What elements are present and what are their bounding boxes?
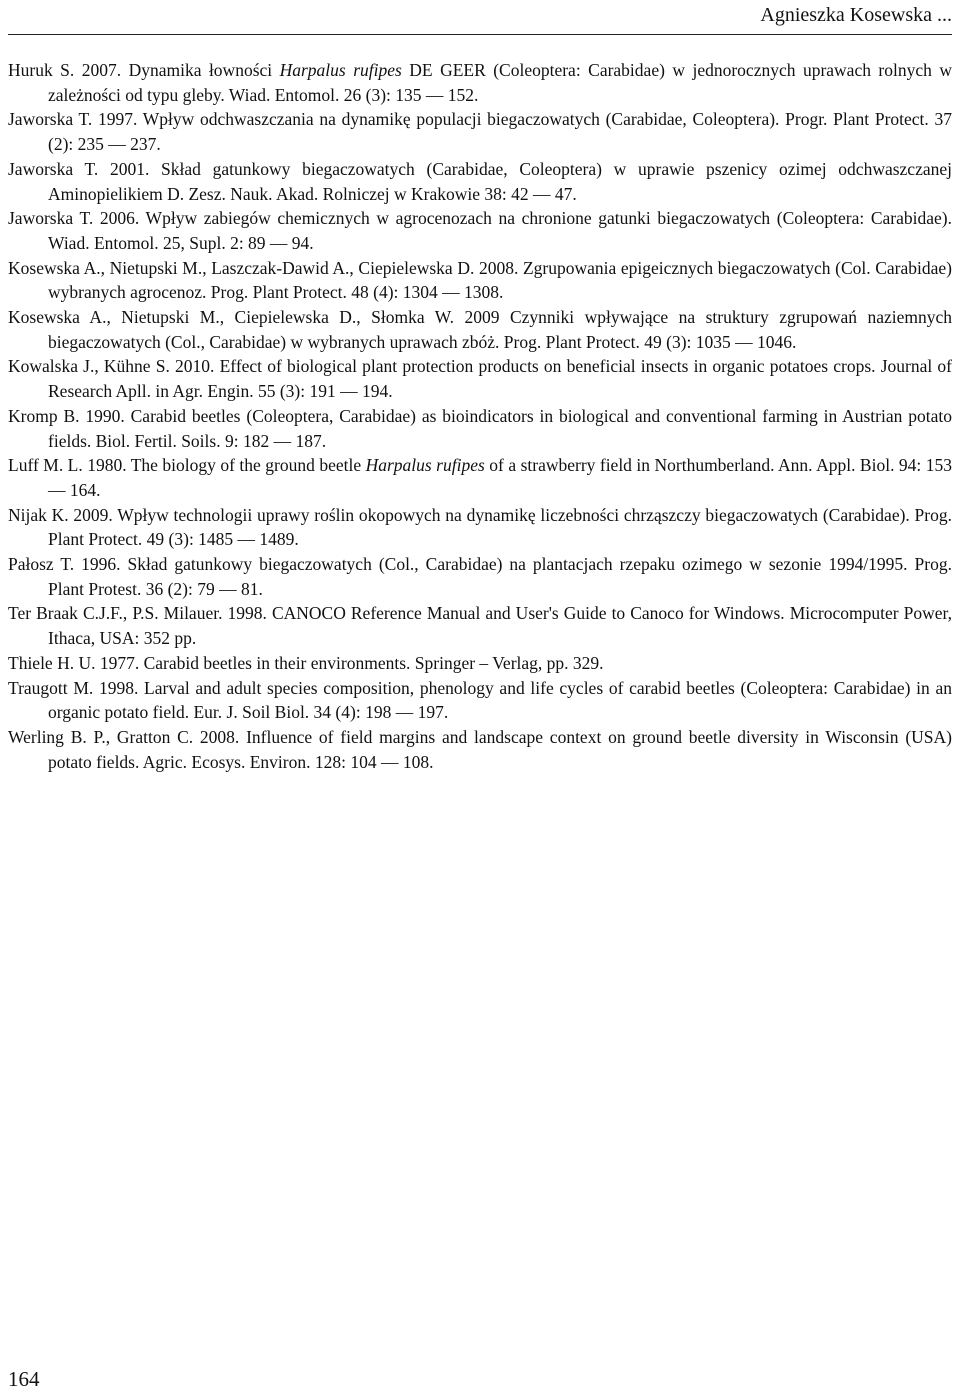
reference-entry [8, 354, 952, 403]
reference-text: Kosewska A., Nietupski M., Laszczak-Dawid A., Ciepielewska D. 2008. Zgrupowania epigeicznych biegaczowatych (Col. Carabidae) wybranych agrocenoz. Prog. Plant Protect. 48 (4): 1304 — 1308. [8, 257, 952, 303]
reference-text: Kromp B. 1990. Carabid beetles (Coleoptera, Carabidae) as bioindicators in biological and conventional farming in Austrian potato fields. Biol. Fertil. Soils. 9: 182 — 187. [8, 405, 952, 451]
reference-species-name: Harpalus rufipes [279, 60, 402, 80]
reference-text: Jaworska T. 1997. Wpływ odchwaszczania na dynamikę populacji biegaczowatych (Carabidae, Coleoptera). Progr. Plant Protect. 37 (2): 235 — 237. [8, 109, 952, 155]
reference-text: Kosewska A., Nietupski M., Ciepielewska D., Słomka W. 2009 Czynniki wpływające na struktury zgrupowań naziemnych biegaczowatych (Col., Carabidae) w wybranych uprawach zbóż. Prog. Plant Protect. 49 (3): 1035 — 1046. [8, 307, 952, 352]
reference-entry [8, 453, 952, 502]
reference-entry [8, 157, 952, 206]
reference-list [8, 58, 952, 774]
reference-entry [8, 552, 952, 601]
page-number: 164 [8, 1367, 40, 1391]
reference-entry [8, 305, 952, 354]
reference-entry [8, 206, 952, 255]
reference-text: Werling B. P., Gratton C. 2008. Influence of field margins and landscape context on ground beetle diversity in Wisconsin (USA) potato fields. Agric. Ecosys. Environ. 128: 104 — 108. [8, 726, 952, 772]
header-rule [8, 34, 952, 35]
reference-entry [8, 404, 952, 453]
reference-text: of a strawberry field in Northumberland. Ann. Appl. Biol. 94: 153 — 164. [48, 455, 952, 500]
reference-text: Thiele H. U. 1977. Carabid beetles in their environments. Springer – Verlag, pp. 329. [8, 652, 604, 673]
reference-text: Luff M. L. 1980. The biology of the ground beetle [8, 455, 366, 476]
reference-text: Kowalska J., Kühne S. 2010. Effect of biological plant protection products on beneficial insects in organic potatoes crops. Journal of Research Apll. in Agr. Engin. 55 (3): 191 — 194. [8, 356, 952, 402]
reference-text: Huruk S. 2007. Dynamika łowności [8, 60, 280, 80]
reference-text: Pałosz T. 1996. Skład gatunkowy biegaczowatych (Col., Carabidae) na plantacjach rzepaku ozimego w sezonie 1994/1995. Prog. Plant Protest. 36 (2): 79 — 81. [8, 554, 952, 599]
reference-entry [8, 503, 952, 552]
reference-entry [8, 725, 952, 774]
reference-entry [8, 256, 952, 305]
reference-text: Jaworska T. 2006. Wpływ zabiegów chemicznych w agrocenozach na chronione gatunki biegaczowatych (Coleoptera: Carabidae). Wiad. Entomol. 25, Supl. 2: 89 — 94. [8, 208, 952, 253]
reference-text: Jaworska T. 2001. Skład gatunkowy biegaczowatych (Carabidae, Coleoptera) w uprawie pszenicy ozimej odchwaszczanej Aminopielikiem D. Zesz. Nauk. Akad. Rolniczej w Krakowie 38: 42 — 47. [8, 158, 952, 204]
running-title: Agnieszka Kosewska ... [760, 4, 952, 26]
reference-text: Traugott M. 1998. Larval and adult species composition, phenology and life cycles of carabid beetles (Coleoptera: Carabidae) in an organic potato field. Eur. J. Soil Biol. 34 (4): 198 — 197. [8, 677, 952, 723]
reference-entry [8, 58, 952, 107]
reference-text: Ter Braak C.J.F., P.S. Milauer. 1998. CANOCO Reference Manual and User's Guide to Canoco for Windows. Microcomputer Power, Ithaca, USA: 352 pp. [8, 603, 952, 649]
reference-entry [8, 601, 952, 650]
reference-text: DE GEER (Coleoptera: Carabidae) w jednorocznych uprawach rolnych w zależności od typu gleby. Wiad. Entomol. 26 (3): 135 — 152. [48, 60, 952, 105]
reference-entry [8, 651, 952, 676]
reference-text: Nijak K. 2009. Wpływ technologii uprawy roślin okopowych na dynamikę liczebności chrząszczy biegaczowatych (Carabidae). Prog. Plant Protect. 49 (3): 1485 — 1489. [8, 504, 952, 550]
reference-entry [8, 676, 952, 725]
reference-species-name: Harpalus rufipes [365, 455, 485, 476]
reference-entry [8, 107, 952, 156]
